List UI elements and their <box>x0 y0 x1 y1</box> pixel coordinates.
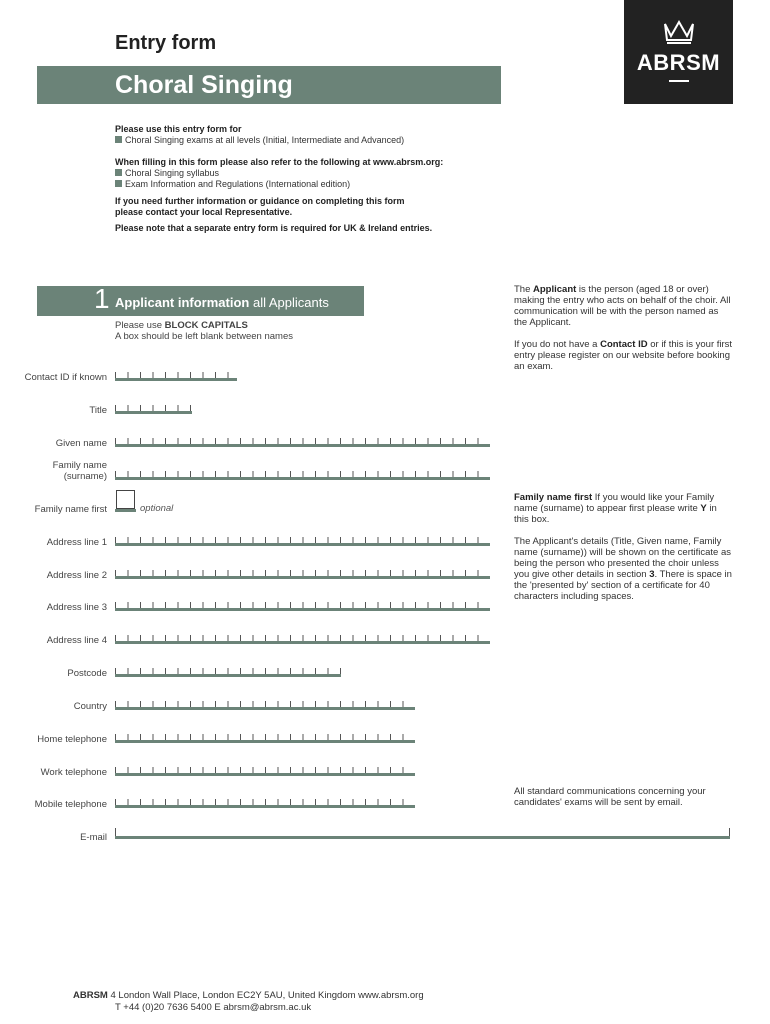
footer <box>73 990 424 1014</box>
section-instructions: Please use BLOCK CAPITALS A box should be left blank between names <box>115 320 293 342</box>
optional-note: optional <box>140 503 174 514</box>
label-given-name: Given name <box>55 438 107 449</box>
label-home-telephone: Home telephone <box>37 734 107 745</box>
form-kicker: Entry form <box>115 32 217 54</box>
note-applicant: The Applicant is the person (aged 18 or over) making the entry who acts on behalf of the choir. All communication will be with the person named as the Applicant. <box>514 284 731 328</box>
intro-refer-item: Exam Information and Regulations (International edition) <box>125 179 351 189</box>
logo-dash <box>669 80 689 82</box>
note-email: All standard communications concerning your candidates' exams will be sent by email. <box>514 786 706 808</box>
country-field[interactable] <box>115 699 415 711</box>
intro-contact-line: If you need further information or guidance on completing this form <box>115 196 405 206</box>
label-title: Title <box>89 405 107 416</box>
address-line-1-field[interactable] <box>115 535 490 547</box>
label-family-first: Family name first <box>34 504 107 515</box>
note-certificate-details: The Applicant's details (Title, Given name, Family name (surname)) will be shown on the certificate as being the person who presented the choir unless you give other details in section 3. There is space in the 'presented by' section of a certificate for 40 characters including spaces. <box>514 536 732 602</box>
bullet-square-icon <box>115 136 122 143</box>
intro-refer <box>115 157 443 190</box>
intro-contact-line: please contact your local Representative. <box>115 207 293 217</box>
footer-brand: ABRSM <box>73 990 108 1001</box>
label-contact-id: Contact ID if known <box>24 372 107 383</box>
given-name-field[interactable] <box>115 436 490 448</box>
title-field[interactable] <box>115 403 192 415</box>
contact-id-field[interactable] <box>115 370 237 382</box>
logo-text: ABRSM <box>636 50 721 75</box>
label-mobile-telephone: Mobile telephone <box>34 799 107 810</box>
intro-use-item: Choral Singing exams at all levels (Initial, Intermediate and Advanced) <box>125 135 405 145</box>
intro-use-heading: Please use this entry form for <box>115 124 242 134</box>
address-line-2-field[interactable] <box>115 568 490 580</box>
label-address-2: Address line 2 <box>46 570 107 581</box>
section-title: Applicant information all Applicants <box>115 295 329 310</box>
label-family-name: Family name (surname) <box>52 460 107 482</box>
address-line-4-field[interactable] <box>115 633 490 645</box>
home-telephone-field[interactable] <box>115 732 415 744</box>
family-name-first-checkbox[interactable] <box>115 490 136 513</box>
label-address-1: Address line 1 <box>46 537 107 548</box>
label-address-3: Address line 3 <box>46 602 107 613</box>
work-telephone-field[interactable] <box>115 765 415 777</box>
page-title: Choral Singing <box>115 71 293 99</box>
note-contact-id: If you do not have a Contact ID or if this is your first entry please register on our website before booking an exam. <box>514 339 733 372</box>
intro-contact <box>115 196 405 218</box>
section-1-header <box>37 283 364 316</box>
email-field[interactable] <box>115 828 730 841</box>
section-number: 1 <box>94 283 110 314</box>
note-family-first: Family name first If you would like your Family name (surname) to appear first please write Y in this box. <box>514 492 717 525</box>
footer-contact: T +44 (0)20 7636 5400 E abrsm@abrsm.ac.uk <box>115 1002 312 1013</box>
title-band <box>37 66 501 104</box>
abrsm-logo <box>624 0 733 104</box>
bullet-square-icon <box>115 169 122 176</box>
label-country: Country <box>73 701 107 712</box>
intro-note <box>115 223 432 234</box>
crown-icon <box>662 18 696 46</box>
intro-refer-item: Choral Singing syllabus <box>125 168 220 178</box>
bullet-square-icon <box>115 180 122 187</box>
intro-refer-heading: When filling in this form please also refer to the following at www.abrsm.org: <box>115 157 444 167</box>
family-name-field[interactable] <box>115 469 490 481</box>
label-address-4: Address line 4 <box>46 635 107 646</box>
postcode-field[interactable] <box>115 666 341 678</box>
label-postcode: Postcode <box>67 668 107 679</box>
footer-address: 4 London Wall Place, London EC2Y 5AU, United Kingdom www.abrsm.org <box>110 990 424 1001</box>
intro-use <box>115 124 404 146</box>
mobile-telephone-field[interactable] <box>115 797 415 809</box>
address-line-3-field[interactable] <box>115 600 490 612</box>
label-work-telephone: Work telephone <box>40 767 107 778</box>
label-email: E-mail <box>80 832 107 843</box>
intro-note-text: Please note that a separate entry form is required for UK & Ireland entries. <box>115 223 433 233</box>
